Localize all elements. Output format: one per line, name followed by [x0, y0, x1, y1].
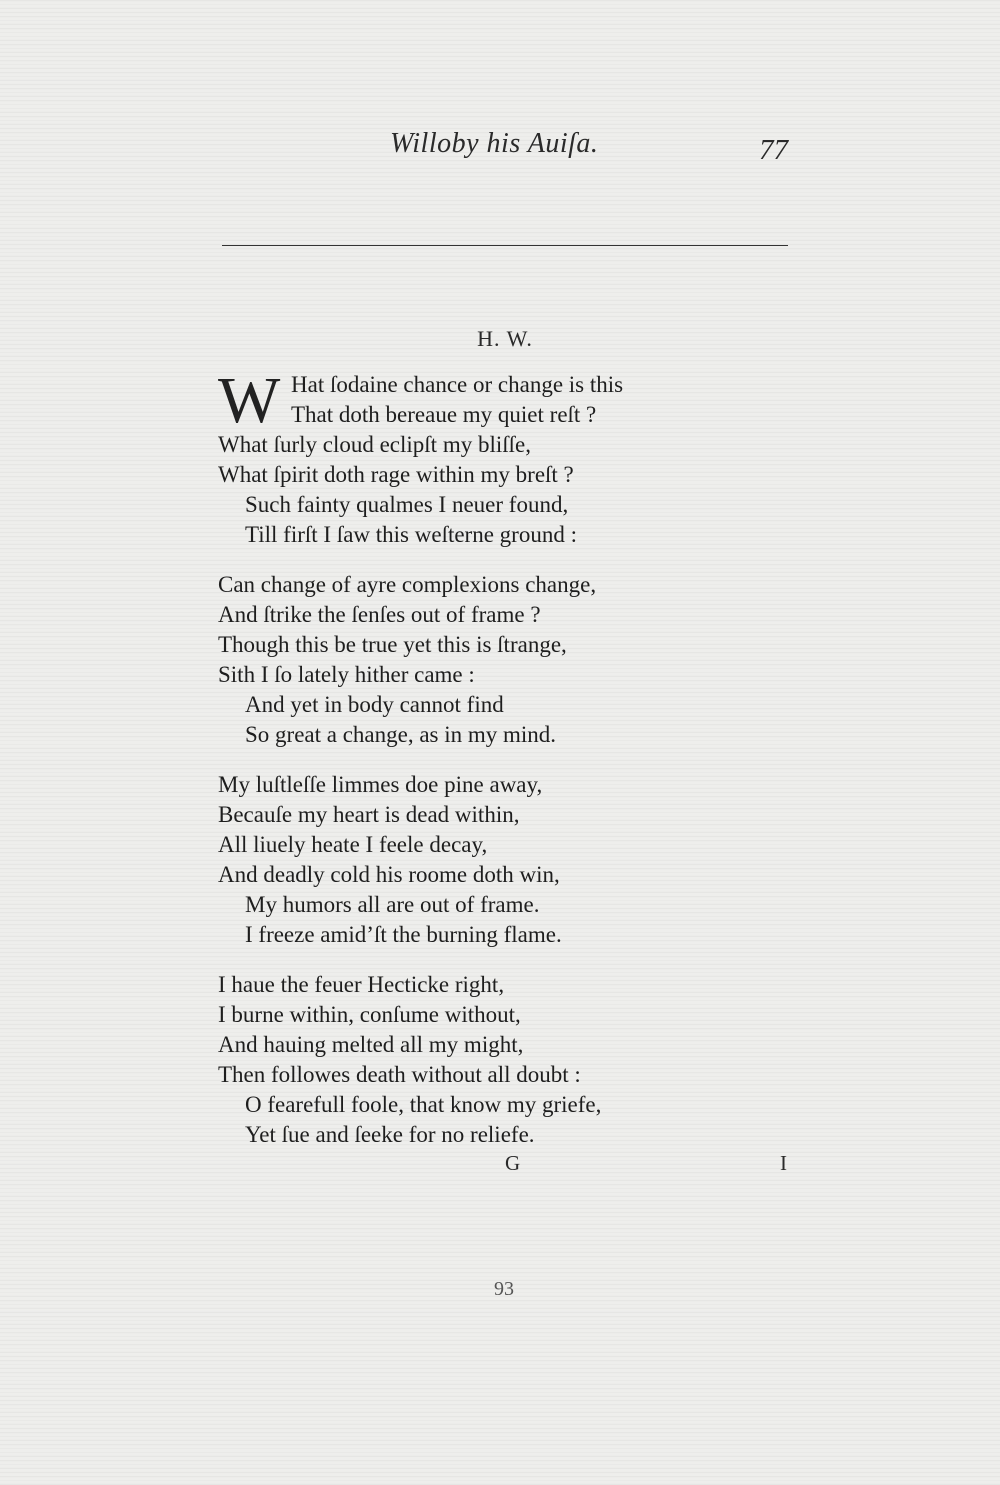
header-rule [222, 245, 788, 246]
poem-line: Hat ſodaine chance or change is this [291, 372, 624, 397]
poem-line: All liuely heate I feele decay, [218, 832, 488, 857]
poem-line: And yet in body cannot find [245, 692, 504, 717]
signature-mark: G [505, 1151, 521, 1175]
stanza [218, 570, 818, 750]
drop-cap: W [218, 364, 281, 437]
folio-number: 93 [494, 1278, 514, 1300]
poem-line: I haue the feuer Hecticke right, [218, 972, 505, 997]
poem-line: And hauing melted all my might, [218, 1032, 524, 1057]
poem-line: O fearefull foole, that know my griefe, [245, 1092, 602, 1117]
stanza [218, 770, 818, 950]
poem-line: Sith I ſo lately hither came : [218, 662, 475, 687]
poem-line: Becauſe my heart is dead within, [218, 802, 520, 827]
poem-line: That doth bereaue my quiet reſt ? [291, 402, 597, 427]
poem-line: What ſpirit doth rage within my breſt ? [218, 462, 574, 487]
running-title: Willoby his Auiſa. [390, 128, 599, 159]
poem-line: And ſtrike the ſenſes out of frame ? [218, 602, 541, 627]
poem-line: What ſurly cloud eclipſt my bliſſe, [218, 432, 531, 457]
poem-line: And deadly cold his roome doth win, [218, 862, 560, 887]
poem-title: H. W. [477, 326, 533, 351]
poem-line: Yet ſue and ſeeke for no reliefe. [245, 1122, 535, 1147]
poem-line: I freeze amid’ſt the burning flame. [245, 922, 562, 947]
poem-line: My luſtleſſe limmes doe pine away, [218, 772, 543, 797]
poem-line: My humors all are out of frame. [245, 892, 540, 917]
stanza [218, 970, 818, 1150]
poem-line: I burne within, conſume without, [218, 1002, 521, 1027]
poem-line: Can change of ayre complexions change, [218, 572, 597, 597]
stanza [218, 364, 818, 550]
poem-line: Then followes death without all doubt : [218, 1062, 581, 1087]
catchword: I [780, 1151, 787, 1175]
poem-body [218, 364, 818, 1170]
poem-line: Till firſt I ſaw this weſterne ground : [245, 522, 577, 547]
poem-line: Though this be true yet this is ſtrange, [218, 632, 567, 657]
page-number: 77 [759, 134, 788, 166]
poem-line: So great a change, as in my mind. [245, 722, 557, 747]
poem-line: Such fainty qualmes I neuer found, [245, 492, 569, 517]
